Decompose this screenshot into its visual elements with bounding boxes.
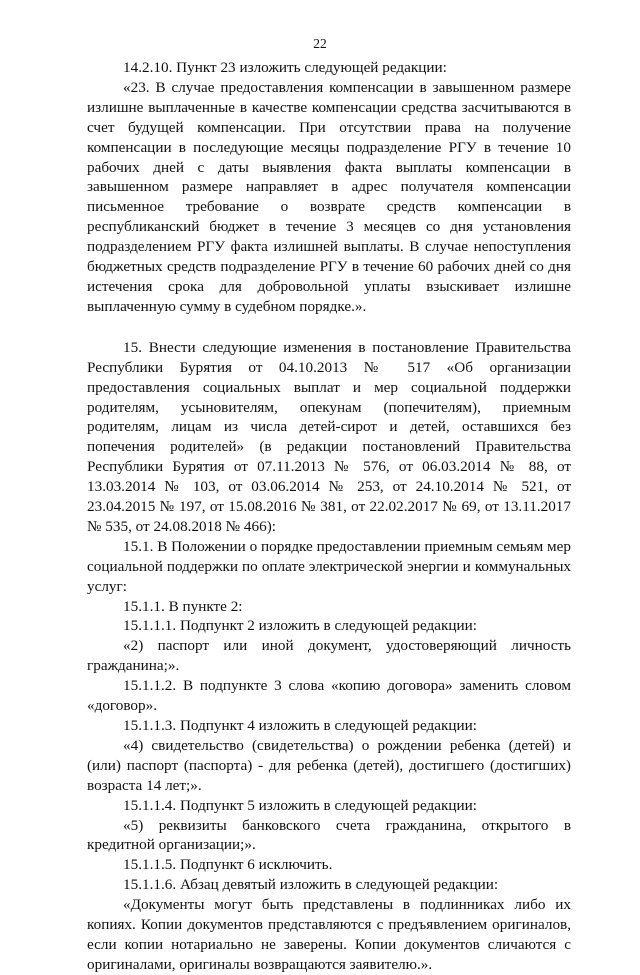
paragraph-gap xyxy=(87,317,571,338)
paragraph-15-1-1-3: 15.1.1.3. Подпункт 4 изложить в следующей редакции: xyxy=(123,717,477,734)
paragraph-subpoint-4-text: «4) свидетельство (свидетельства) о рождении ребенка (детей) и (или) паспорт (паспорта) - для ребенка (детей), достигшего (достигших) возраста 14 лет;». xyxy=(87,736,571,794)
paragraph-15-1-1: 15.1.1. В пункте 2: xyxy=(123,597,243,615)
paragraph-15: 15. Внести следующие изменения в постановление Правительства Республики Бурятия от 04.10.2013 № 517 «Об организации предоставления социальных выплат и мер социальной поддержки родителям, усыновителям, опекунам (попечителям), приемным родителям, лицам из числа детей-сирот и детей, оставшихся без попечения родителей» (в редакции постановлений Правительства Республики Бурятия от 07.11.2013 № 576, от 06.03.2014 № 88, от 13.03.2014 № 103, от 03.06.2014 № 253, от 24.10.2014 № 521, от 23.04.2015 № 197, от 15.08.2016 № 381, от 22.02.2017 № 69, от 13.11.2017 № 535, от 24.08.2018 № 466): xyxy=(87,338,571,535)
paragraph-ninth-text: «Документы могут быть представлены в подлинниках либо их копиях. Копии документов представляются с предъявлением оригиналов, если копии нотариально не заверены. Копии документов сличаются с оригиналами, оригиналы возвращаются заявителю.». xyxy=(87,896,571,973)
paragraph-subpoint-5-text: «5) реквизиты банковского счета гражданина, открытого в кредитной организации;». xyxy=(87,816,571,854)
document-body xyxy=(87,58,571,975)
paragraph-subpoint-2-text: «2) паспорт или иной документ, удостоверяющий личность гражданина;». xyxy=(87,637,571,675)
paragraph-14-2-10: 14.2.10. Пункт 23 изложить следующей редакции: xyxy=(123,59,447,76)
paragraph-point-23-text: «23. В случае предоставления компенсации в завышенном размере излишне выплаченные в качестве компенсации средства засчитываются в счет будущей компенсации. При отсутствии права на получение компенсации в последующие месяцы подразделение РГУ в течение 10 рабочих дней с даты выявления факта выплаты компенсации в завышенном размере направляет в адрес получателя компенсации письменное требование о возврате средств компенсации в республиканский бюджет в течение 3 месяцев со дня установления подразделением РГУ факта излишней выплаты. В случае непоступления бюджетных средств подразделение РГУ в течение 60 рабочих дней со дня истечения срока для добровольной уплаты взыскивает излишне выплаченную сумму в судебном порядке.». xyxy=(87,78,571,315)
paragraph-15-1: 15.1. В Положении о порядке предоставлении приемным семьям мер социальной поддержки по оплате электрической энергии и коммунальных услуг: xyxy=(87,537,571,595)
paragraph-15-1-1-2: 15.1.1.2. В подпункте 3 слова «копию договора» заменить словом «договор». xyxy=(87,677,571,715)
paragraph-15-1-1-1: 15.1.1.1. Подпункт 2 изложить в следующей редакции: xyxy=(123,617,477,635)
paragraph-15-1-1-5: 15.1.1.5. Подпункт 6 исключить. xyxy=(123,856,333,874)
paragraph-15-1-1-4: 15.1.1.4. Подпункт 5 изложить в следующей редакции: xyxy=(123,796,477,814)
paragraph-15-1-1-6: 15.1.1.6. Абзац девятый изложить в следующей редакции: xyxy=(123,876,499,894)
page-number: 22 xyxy=(313,36,327,51)
